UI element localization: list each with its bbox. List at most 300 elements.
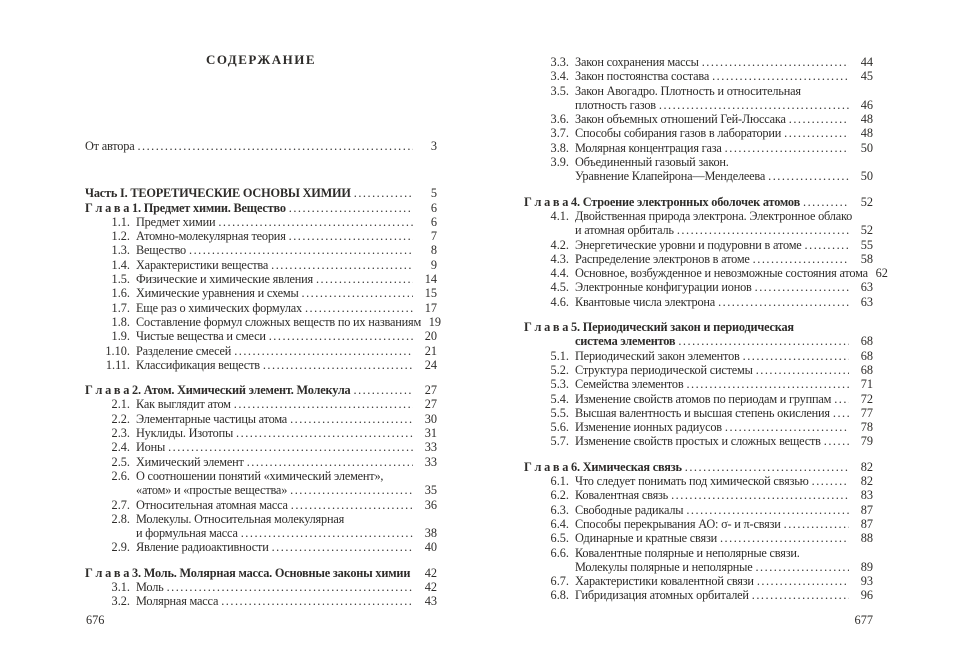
entry-title: Распределение электронов в атоме (575, 251, 750, 266)
entry-title: Г л а в а 3. Моль. Молярная масса. Основные законы химии (85, 565, 411, 580)
entry-title: Гибридизация атомных орбиталей (575, 588, 749, 603)
entry-title: Свободные радикалы (575, 502, 684, 517)
toc-entry (524, 406, 873, 420)
toc-entry (85, 201, 437, 215)
entry-page-ref: 35 (424, 483, 437, 498)
toc-entry-line (85, 314, 442, 329)
toc-entry-line (524, 266, 888, 281)
toc-entry-line (524, 588, 873, 602)
toc-entry (524, 84, 873, 113)
toc-entry-line (524, 320, 873, 334)
entry-number: 3.5. (550, 83, 569, 98)
toc-entry-line (524, 434, 873, 448)
leader-dots (686, 377, 849, 391)
entry-number: 5.2. (550, 362, 569, 377)
leader-dots (354, 186, 413, 200)
entry-number: 4.1. (550, 208, 569, 223)
toc-entry (524, 488, 873, 502)
entry-title: Г л а в а 1. Предмет химии. Вещество (85, 200, 286, 215)
entry-page-ref: 45 (860, 69, 873, 84)
toc-entry (524, 474, 873, 488)
toc-entry-line (85, 301, 437, 315)
entry-title: Двойственная природа электрона. Электронное облако (575, 208, 853, 223)
entry-title: Объединенный газовый закон. (575, 155, 729, 170)
toc-entry (524, 238, 873, 252)
leader-dots (291, 498, 413, 512)
toc-entry (524, 320, 873, 349)
entry-title: Химический элемент (136, 454, 244, 469)
entry-title: Молярная концентрация газа (575, 140, 722, 155)
entry-page-ref: 27 (424, 397, 437, 412)
toc-entry (524, 266, 888, 281)
toc-entry (524, 531, 873, 545)
toc-entry (85, 580, 437, 594)
leader-dots (712, 69, 849, 83)
entry-title: Закон постоянства состава (575, 69, 710, 84)
leader-dots (659, 98, 849, 112)
entry-title: Изменение ионных радиусов (575, 420, 722, 435)
toc-heading: СОДЕРЖАНИЕ (205, 52, 317, 67)
toc-entry (85, 186, 437, 200)
toc-entry-line (524, 55, 873, 69)
entry-title: Часть I. ТЕОРЕТИЧЕСКИЕ ОСНОВЫ ХИМИИ (85, 186, 351, 201)
toc-entry (85, 258, 437, 272)
leader-dots (316, 272, 413, 286)
entry-page-ref: 44 (860, 55, 873, 69)
toc-entry-line (524, 155, 873, 169)
leader-dots (241, 526, 413, 540)
leader-dots (702, 55, 849, 69)
toc-entry (524, 434, 873, 448)
toc-entry-line (85, 455, 437, 469)
entry-number: 1.10. (105, 343, 130, 358)
entry-title: Электронные конфигурации ионов (575, 280, 752, 295)
toc-entry-line (85, 329, 437, 343)
toc-entry-line (524, 574, 873, 588)
entry-title: Уравнение Клапейрона—Менделеева (575, 169, 766, 184)
toc-entry (85, 455, 437, 469)
toc-entry (524, 349, 873, 363)
leader-dots (234, 344, 413, 358)
leader-dots (236, 426, 413, 440)
entry-number: 2.2. (111, 411, 130, 426)
entry-page-ref: 93 (860, 574, 873, 589)
toc-entry-line (524, 531, 873, 545)
entry-title: Молекулы полярные и неполярные (575, 559, 753, 574)
toc-entry (85, 566, 437, 580)
toc-entry-line (85, 383, 437, 397)
entry-title: Квантовые числа электрона (575, 294, 716, 309)
entry-page-ref: 48 (860, 126, 873, 141)
toc-entry (85, 469, 437, 498)
toc-entry-line (85, 139, 437, 153)
entry-number: 3.9. (550, 155, 569, 170)
entry-number: 1.1. (111, 214, 130, 229)
entry-page-ref: 7 (430, 229, 437, 244)
toc-entry (524, 112, 873, 126)
entry-title: Способы собирания газов в лаборатории (575, 126, 782, 141)
entry-page-ref: 55 (860, 237, 873, 252)
entry-number: 2.3. (111, 426, 130, 441)
toc-entry (524, 295, 873, 309)
entry-page-ref: 79 (860, 434, 873, 449)
entry-page-ref: 48 (860, 112, 873, 127)
entry-title: Что следует понимать под химической связью (575, 474, 809, 489)
entry-page-ref: 30 (424, 411, 437, 426)
entry-title: Атомно-молекулярная теория (136, 229, 286, 244)
toc-entry (524, 377, 873, 391)
leader-dots (720, 531, 849, 545)
entry-number: 5.7. (550, 434, 569, 449)
toc-entry-line (524, 546, 873, 560)
leader-dots (137, 139, 413, 153)
toc-entry-line (524, 517, 873, 531)
toc-entry-line (524, 195, 873, 209)
entry-number: 2.5. (111, 454, 130, 469)
entry-page-ref: 71 (860, 377, 873, 392)
entry-number: 2.8. (111, 511, 130, 526)
toc-entries-right (524, 55, 888, 603)
leader-dots (305, 301, 413, 315)
entry-page-ref: 8 (430, 243, 437, 258)
toc-entry-line (524, 252, 873, 266)
toc-entry (85, 440, 437, 454)
toc-entry-line (524, 209, 873, 223)
leader-dots (168, 440, 413, 454)
entry-number: 4.6. (550, 294, 569, 309)
entry-page-ref: 82 (860, 459, 873, 474)
entry-page-ref: 72 (860, 391, 873, 406)
leader-dots (189, 243, 413, 257)
entry-number: 1.2. (111, 229, 130, 244)
right-page-number: 677 (854, 613, 873, 627)
toc-entry (85, 412, 437, 426)
entry-title: Г л а в а 5. Периодический закон и периодическая (524, 320, 794, 335)
toc-entry-line (85, 580, 437, 594)
entry-title: Периодический закон элементов (575, 348, 740, 363)
leader-dots (805, 238, 849, 252)
entry-page-ref: 5 (430, 186, 437, 201)
toc-entries-left (85, 139, 442, 609)
toc-entry-line (524, 392, 873, 406)
entry-number: 5.3. (550, 377, 569, 392)
toc-entry (85, 426, 437, 440)
toc-entry (85, 229, 437, 243)
leader-dots (753, 252, 849, 266)
toc-entry (85, 383, 437, 397)
entry-number: 5.6. (550, 420, 569, 435)
entry-page-ref: 62 (875, 266, 888, 281)
toc-entry-line (85, 440, 437, 454)
entry-title: Предмет химии (136, 214, 216, 229)
leader-dots (743, 349, 849, 363)
left-page (85, 0, 442, 672)
toc-entry (524, 280, 873, 294)
toc-entry (85, 512, 437, 541)
toc-entry (524, 503, 873, 517)
toc-entry-line (524, 349, 873, 363)
entry-title: Физические и химические явления (136, 272, 313, 287)
entry-page-ref: 19 (428, 314, 442, 329)
leader-dots (768, 169, 849, 183)
toc-entry (85, 215, 437, 229)
entry-page-ref: 87 (860, 502, 873, 517)
entry-number: 5.4. (550, 391, 569, 406)
toc-entry (85, 286, 437, 300)
entry-page-ref: 96 (860, 588, 873, 603)
entry-title: Г л а в а 2. Атом. Химический элемент. Молекула (85, 383, 351, 398)
entry-page-ref: 14 (424, 272, 437, 287)
toc-entry-line (524, 280, 873, 294)
entry-title: Ковалентные полярные и неполярные связи. (575, 545, 800, 560)
toc-entry (85, 243, 437, 257)
toc-entry (524, 209, 873, 238)
toc-entry (85, 314, 442, 329)
entry-number: 5.5. (550, 405, 569, 420)
leader-dots (725, 420, 849, 434)
leader-dots (756, 363, 849, 377)
toc-entry (85, 540, 437, 554)
entry-number: 6.1. (550, 474, 569, 489)
entry-page-ref: 89 (860, 559, 873, 574)
entry-title: Основное, возбужденное и невозможные состояния атома (575, 266, 868, 281)
entry-title: Еще раз о химических формулах (136, 300, 302, 315)
entry-title: Г л а в а 6. Химическая связь (524, 459, 682, 474)
toc-entry-line (85, 540, 437, 554)
entry-number: 1.4. (111, 257, 130, 272)
toc-entry-line (85, 594, 437, 608)
leader-dots (718, 295, 849, 309)
leader-dots (269, 329, 413, 343)
toc-entry-line (524, 460, 873, 474)
toc-entry-line (524, 223, 873, 237)
entry-title: Химические уравнения и схемы (136, 286, 299, 301)
entry-page-ref: 88 (860, 531, 873, 546)
toc-entry-line (85, 272, 437, 286)
entry-title: Структура периодической системы (575, 362, 753, 377)
entry-title: Г л а в а 4. Строение электронных оболочек атомов (524, 194, 801, 209)
entry-page-ref: 27 (424, 383, 437, 398)
entry-page-ref: 42 (424, 580, 437, 595)
toc-entry-line (524, 503, 873, 517)
toc-entry-line (85, 512, 437, 526)
toc-entry-line (524, 126, 873, 140)
toc-entry (524, 420, 873, 434)
toc-entry-line (524, 169, 873, 183)
toc-entry-line (524, 141, 873, 155)
entry-number: 3.1. (111, 580, 130, 595)
leader-dots (833, 406, 849, 420)
entry-number: 3.6. (550, 112, 569, 127)
toc-entry-line (524, 560, 873, 574)
toc-entry-line (524, 334, 873, 348)
toc-entry-line (524, 363, 873, 377)
toc-entry-line (85, 186, 437, 200)
entry-number: 2.7. (111, 497, 130, 512)
entry-number: 6.6. (550, 545, 569, 560)
entry-title: Способы перекрывания АО: σ- и π-связи (575, 516, 781, 531)
entry-number: 2.4. (111, 440, 130, 455)
entry-title: и формульная масса (136, 526, 238, 541)
entry-page-ref: 6 (430, 200, 437, 215)
entry-title: Закон сохранения массы (575, 55, 699, 69)
leader-dots (686, 503, 849, 517)
entry-page-ref: 83 (860, 488, 873, 503)
entry-number: 1.3. (111, 243, 130, 258)
toc-entry (85, 329, 437, 343)
entry-page-ref: 50 (860, 169, 873, 184)
entry-title: Элементарные частицы атома (136, 411, 288, 426)
entry-title: Явление радиоактивности (136, 540, 269, 555)
entry-page-ref: 36 (424, 497, 437, 512)
entry-number: 6.2. (550, 488, 569, 503)
entry-number: 4.4. (550, 266, 569, 281)
entry-title: Вещество (136, 243, 186, 258)
entry-page-ref: 21 (424, 343, 437, 358)
toc-entry-line (85, 498, 437, 512)
toc-entry (524, 546, 873, 575)
leader-dots (803, 195, 849, 209)
entry-title: Как выглядит атом (136, 397, 231, 412)
toc-entry (524, 517, 873, 531)
toc-entry (524, 363, 873, 377)
entry-title: Относительная атомная масса (136, 497, 288, 512)
leader-dots (725, 141, 849, 155)
entry-number: 3.3. (550, 55, 569, 69)
entry-page-ref: 87 (860, 516, 873, 531)
entry-number: 4.3. (550, 251, 569, 266)
leader-dots (354, 383, 414, 397)
entry-number: 5.1. (550, 348, 569, 363)
entry-title: Энергетические уровни и подуровни в атоме (575, 237, 802, 252)
entry-title: Молярная масса (136, 594, 219, 609)
entry-page-ref: 77 (860, 405, 873, 420)
entry-page-ref: 63 (860, 294, 873, 309)
toc-entry-line (85, 412, 437, 426)
entry-page-ref: 6 (430, 214, 437, 229)
entry-number: 6.3. (550, 502, 569, 517)
toc-entry-line (524, 69, 873, 83)
toc-entry (85, 358, 437, 372)
entry-page-ref: 33 (424, 454, 437, 469)
entry-number: 1.5. (111, 272, 130, 287)
entry-page-ref: 43 (424, 594, 437, 609)
entry-page-ref: 68 (860, 348, 873, 363)
leader-dots (289, 229, 413, 243)
entry-number: 2.6. (111, 468, 130, 483)
entry-title: Классификация веществ (136, 357, 260, 372)
entry-page-ref: 24 (424, 357, 437, 372)
entry-title: Молекулы. Относительная молекулярная (136, 511, 345, 526)
entry-page-ref: 68 (860, 362, 873, 377)
entry-number: 1.11. (105, 357, 130, 372)
leader-dots (677, 223, 849, 237)
leader-dots (290, 412, 413, 426)
entry-page-ref: 50 (860, 140, 873, 155)
entry-page-ref: 52 (860, 194, 873, 209)
entry-title: Моль (136, 580, 164, 595)
entry-title: Семейства элементов (575, 377, 684, 392)
toc-entry-line (524, 238, 873, 252)
toc-entry-line (85, 469, 437, 483)
entry-title: плотность газов (575, 97, 656, 112)
entry-title: Характеристики ковалентной связи (575, 574, 754, 589)
toc-entry-line (85, 358, 437, 372)
toc-entry-line (524, 98, 873, 112)
toc-entry (524, 460, 873, 474)
leader-dots (290, 483, 413, 497)
entry-page-ref: 42 (424, 565, 437, 580)
toc-entry (85, 139, 437, 153)
entry-page-ref: 46 (860, 97, 873, 112)
entry-page-ref: 63 (860, 280, 873, 295)
entry-page-ref: 15 (424, 286, 437, 301)
entry-title: Ковалентная связь (575, 488, 669, 503)
toc-entry-line (85, 243, 437, 257)
toc-entry-line (524, 406, 873, 420)
entry-title: Разделение смесей (136, 343, 232, 358)
toc-entry-line (85, 566, 437, 580)
toc-entry-line (524, 84, 873, 98)
entry-title: О соотношении понятий «химический элемент», (136, 468, 384, 483)
entry-page-ref: 38 (424, 526, 437, 541)
entry-title: От автора (85, 139, 135, 153)
entry-title: и атомная орбиталь (575, 223, 674, 238)
entry-page-ref: 78 (860, 420, 873, 435)
toc-entry (524, 252, 873, 266)
entry-title: Закон Авогадро. Плотность и относительная (575, 83, 801, 98)
entry-page-ref: 33 (424, 440, 437, 455)
entry-page-ref: 40 (424, 540, 437, 555)
toc-entry-line (524, 295, 873, 309)
entry-page-ref: 52 (860, 223, 873, 238)
right-page (524, 0, 888, 672)
entry-number: 6.8. (550, 588, 569, 603)
entry-number: 6.7. (550, 574, 569, 589)
entry-number: 2.1. (111, 397, 130, 412)
entry-title: система элементов (575, 334, 676, 349)
entry-page-ref: 9 (430, 257, 437, 272)
toc-entry-line (85, 344, 437, 358)
entry-number: 3.8. (550, 140, 569, 155)
leader-dots (272, 540, 413, 554)
entry-number: 4.2. (550, 237, 569, 252)
toc-entry (85, 344, 437, 358)
toc-entry (85, 301, 437, 315)
leader-dots (755, 280, 849, 294)
toc-entry (524, 69, 873, 83)
toc-entry-line (85, 215, 437, 229)
toc-entry (85, 498, 437, 512)
toc-entry-line (524, 474, 873, 488)
entry-number: 4.5. (550, 280, 569, 295)
leader-dots (824, 434, 849, 448)
toc-entry (524, 392, 873, 406)
leader-dots (784, 517, 849, 531)
entry-number: 1.8. (111, 314, 130, 329)
entry-page-ref: 3 (430, 139, 437, 153)
entry-title: Характеристики вещества (136, 257, 269, 272)
leader-dots (834, 392, 849, 406)
leader-dots (752, 588, 849, 602)
entry-number: 3.7. (550, 126, 569, 141)
toc-entry-line (524, 112, 873, 126)
entry-page-ref: 82 (860, 474, 873, 489)
leader-dots (289, 201, 413, 215)
entry-number: 1.7. (111, 300, 130, 315)
leader-dots (789, 112, 849, 126)
toc-entry-line (85, 526, 437, 540)
